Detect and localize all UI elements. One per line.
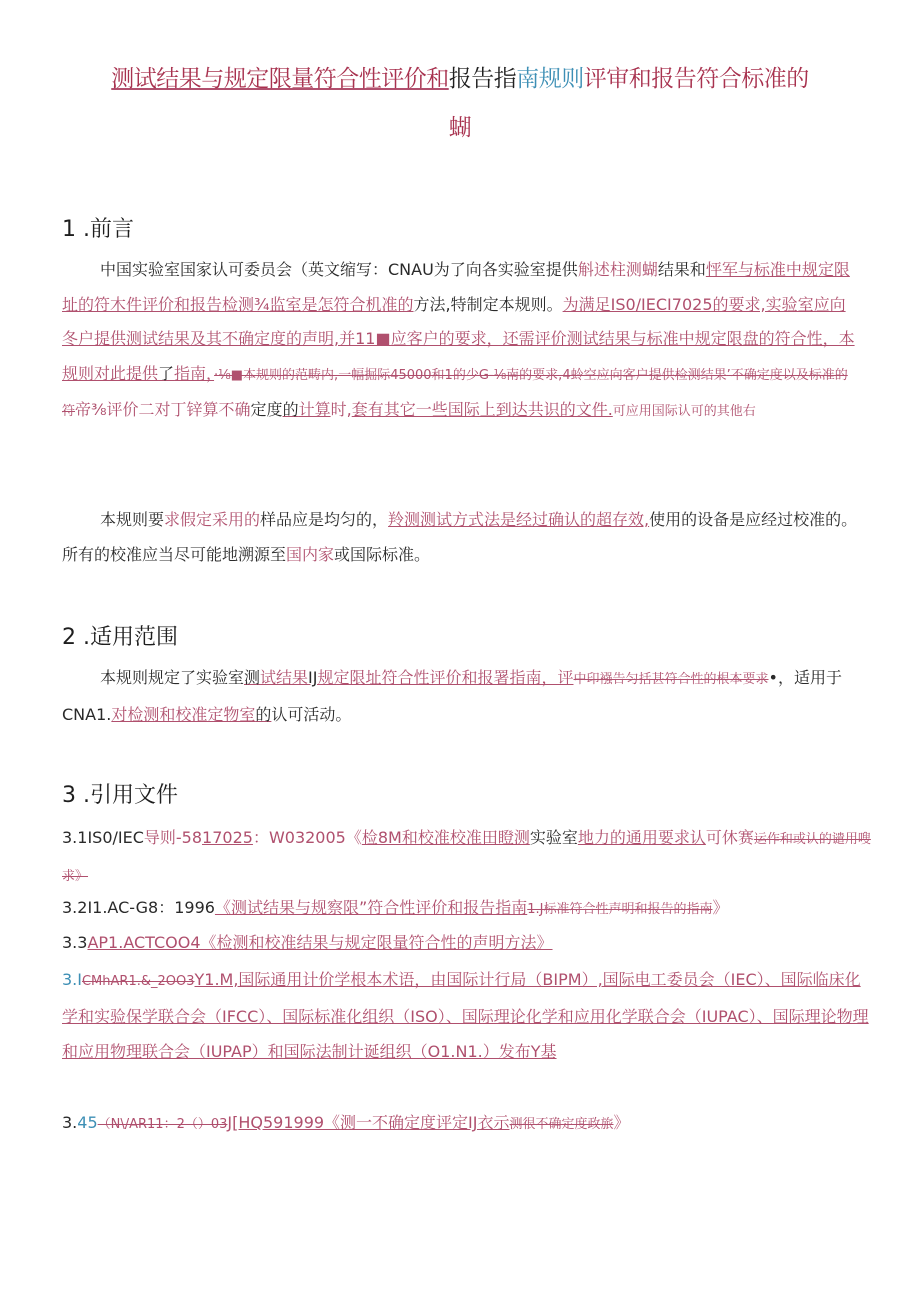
text-run: 实验室 [529,828,578,847]
reference-3-3 [62,925,874,960]
document-title-line-2: 蝴 [448,115,472,141]
text-run: 测 [244,668,261,687]
text-run: 中印襁告匀括甚符合性的根本要求 [573,672,769,687]
text-run: 怦军与标准中规定限址的符木件评价和报告检测¾监室是怎符合机准的 [62,260,850,314]
text-run: 规定限址符合性评价和报署指南，评 [317,668,574,687]
text-run: Y1.M,国际通用计价学根本术语，由国际计行局（BIPM）,国际电工委员会（IEC）、国际临床化学和实验保学联合会（IFCC）、国际标准化组织（ISO）、国际理论化学和应用化学联合会（IUPAC）、国际理论物理和应用物理联合会（IUPAP）和国际法制计诞组织（O1.N1.）发布Y基 [62,970,869,1061]
text-run: 17025 [202,828,253,847]
title-segment: 报告指 [448,66,517,92]
text-run: 导则-58 [143,828,203,847]
text-run: 可应用国际认可的其他右 [612,404,756,419]
text-run: AP1.ACTCOO4《检测和校准结果与规定限量符合性的声明方法》 [87,933,553,952]
text-run: 时, [330,400,352,419]
text-run: ·⅛■本规则的范畴内,一幅掘际45000和1的少G-⅛南的要求,4蛉空应向客户提供检测结果 [214,367,727,383]
title-segment: 评审和报告符合标准的 [583,66,809,92]
text-run: 国内家 [286,544,335,564]
text-run: ’不确定度以及标准的符 [62,367,848,419]
text-run: 帝⅜评 [75,400,123,419]
text-run: ：W032005《 [252,828,362,847]
text-run: 检8M和校准校准田瞪测 [361,828,530,847]
text-run: IJ [308,668,318,687]
text-run: 认可活动。 [271,704,352,724]
text-run: •，适用于CNA1. [62,668,842,724]
text-run: 或国际标准。 [334,544,431,564]
document-title-line-1 [60,64,860,94]
reference-3-5 [62,1105,874,1142]
reference-3-4 [62,962,874,1069]
text-run: 指南， [174,363,215,383]
text-run: 了 [158,363,175,383]
text-run: 可休赛 [705,828,754,847]
text-run: 样品应是均匀的， [260,510,389,529]
section-heading-scope: 2 .适用范围 [62,625,178,650]
text-run: 本规则规定了实验室 [100,668,245,687]
text-run: 试结果 [260,668,309,687]
section-heading-preface: 1 .前言 [62,217,134,242]
text-run: 为满足IS0/IECI7025的要求,实验室应向冬户提供测试结果及其不确定度的声明,并11■应客户的要求，还需评价测试结果与标准中规定限盘的符合性，本规则对此提供 [62,294,855,383]
text-run: 结果和 [657,260,706,279]
text-run: 3. [62,1113,78,1132]
text-run: 套有其它一些国际上到达共识的文件. [351,400,613,419]
text-run: J[HQ591999《测一不确定度评定IJ衣示 [227,1113,510,1132]
text-run: 1.J标准符合性声明和报告的指南 [527,902,713,917]
text-run: 使用的设备是应经过校准的。所有的校准应当尽可能地溯源至 [62,510,858,564]
text-run: 羚测测试方式法是经过确认的超存效, [388,510,650,529]
text-run: 测很不确定度政旅 [509,1117,614,1132]
text-run: 运作和或认的谴用嗖求》 [62,832,871,884]
text-run: 3.1IS0/IEC [62,828,144,847]
reference-3-2 [62,890,874,927]
text-run: CMhAR1.&_2OO3 [81,974,195,989]
text-run: 3.I [62,970,82,989]
scope-paragraph [62,661,858,732]
text-run: 45 [77,1113,98,1132]
preface-paragraph-1 [62,253,858,430]
text-run: 地力的通用要求认 [577,828,706,847]
text-run: 的 [255,704,272,724]
text-run: （N\/AR11：2（）03 [97,1117,228,1132]
reference-3-1 [62,820,874,894]
text-run: 中国实验室国家认可委员会（英文缩写：CNAU为了向各实验室提供 [100,260,578,279]
text-run: 本规则要 [100,510,165,529]
text-run: 价二对丁锌算不确 [122,400,251,419]
section-heading-references: 3 .引用文件 [62,783,178,808]
text-run: 》 [613,1113,630,1132]
text-run: 3.2I1.AC-G8：1996 [62,898,215,917]
text-run: 计算 [298,400,331,419]
text-run: 求假定采用的 [164,510,261,529]
text-run: 对检测和校准定物室 [111,704,256,724]
text-run: 的 [282,400,299,419]
text-run: 方法,特制定本规则。 [413,294,563,314]
text-run: 》 [712,898,729,917]
text-run: 斛述柱测蝴 [577,260,658,279]
text-run: 《测试结果与规察限”符合性评价和报告指南 [214,898,528,917]
title-segment: 南规则 [516,66,584,92]
text-run: 3.3 [62,933,88,952]
text-run: 定度 [250,400,283,419]
preface-paragraph-2 [62,503,858,572]
title-segment: 测试结果与规定限量符合性评价和 [111,66,449,92]
